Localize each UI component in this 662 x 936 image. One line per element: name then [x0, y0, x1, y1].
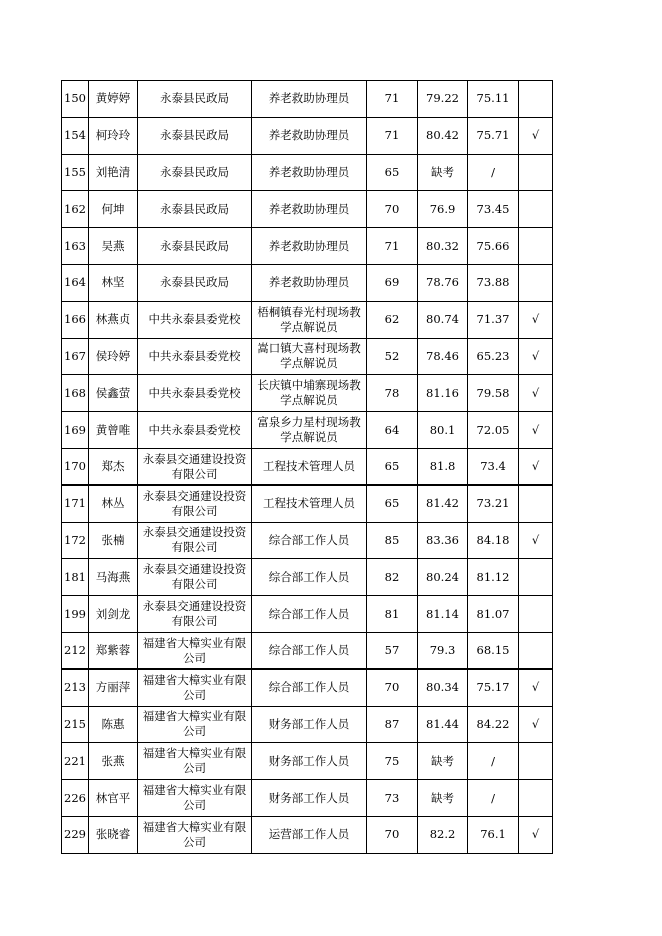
cell-id: 172 — [62, 522, 89, 559]
cell-name: 林燕贞 — [89, 301, 138, 338]
cell-interview-score: 79.22 — [418, 81, 468, 118]
cell-written-score: 75 — [367, 743, 418, 780]
cell-id: 167 — [62, 338, 89, 375]
cell-interview-score: 缺考 — [418, 743, 468, 780]
cell-written-score: 87 — [367, 706, 418, 743]
cell-org: 永泰县交通建设投资有限公司 — [138, 559, 252, 596]
table-row — [62, 301, 553, 338]
table-row — [62, 264, 553, 301]
results-table — [61, 80, 553, 854]
cell-post: 财务部工作人员 — [252, 706, 367, 743]
cell-org: 永泰县民政局 — [138, 154, 252, 191]
cell-org: 中共永泰县委党校 — [138, 375, 252, 412]
table-row — [62, 191, 553, 228]
cell-written-score: 73 — [367, 780, 418, 817]
cell-total-score: 81.07 — [468, 596, 519, 633]
cell-post: 综合部工作人员 — [252, 522, 367, 559]
cell-id: 221 — [62, 743, 89, 780]
table-row — [62, 780, 553, 817]
table-row — [62, 448, 553, 485]
cell-post: 运营部工作人员 — [252, 816, 367, 853]
cell-org: 中共永泰县委党校 — [138, 338, 252, 375]
cell-name: 侯鑫萤 — [89, 375, 138, 412]
cell-id: 181 — [62, 559, 89, 596]
cell-selected-mark: √ — [519, 816, 553, 853]
cell-id: 226 — [62, 780, 89, 817]
table-row — [62, 816, 553, 853]
cell-id: 154 — [62, 117, 89, 154]
cell-interview-score: 缺考 — [418, 154, 468, 191]
cell-selected-mark: √ — [519, 706, 553, 743]
cell-org: 永泰县民政局 — [138, 228, 252, 265]
cell-total-score: 73.21 — [468, 485, 519, 522]
table-row — [62, 632, 553, 669]
table-row — [62, 228, 553, 265]
cell-id: 213 — [62, 669, 89, 706]
cell-selected-mark: √ — [519, 375, 553, 412]
cell-total-score: 75.11 — [468, 81, 519, 118]
cell-interview-score: 80.1 — [418, 412, 468, 449]
table-row — [62, 375, 553, 412]
cell-name: 何坤 — [89, 191, 138, 228]
cell-post: 嵩口镇大喜村现场教学点解说员 — [252, 338, 367, 375]
cell-selected-mark: √ — [519, 338, 553, 375]
cell-interview-score: 81.8 — [418, 448, 468, 485]
cell-post: 综合部工作人员 — [252, 596, 367, 633]
cell-post: 养老救助协理员 — [252, 81, 367, 118]
table-row — [62, 522, 553, 559]
cell-id: 212 — [62, 632, 89, 669]
cell-selected-mark — [519, 264, 553, 301]
cell-org: 永泰县民政局 — [138, 81, 252, 118]
table-row — [62, 743, 553, 780]
cell-name: 张燕 — [89, 743, 138, 780]
table-row — [62, 81, 553, 118]
cell-org: 永泰县民政局 — [138, 117, 252, 154]
cell-total-score: 79.58 — [468, 375, 519, 412]
cell-post: 财务部工作人员 — [252, 743, 367, 780]
cell-total-score: 84.18 — [468, 522, 519, 559]
cell-name: 方丽萍 — [89, 669, 138, 706]
cell-selected-mark: √ — [519, 448, 553, 485]
cell-name: 马海燕 — [89, 559, 138, 596]
cell-written-score: 65 — [367, 154, 418, 191]
table-row — [62, 117, 553, 154]
cell-post: 梧桐镇春光村现场教学点解说员 — [252, 301, 367, 338]
cell-interview-score: 78.46 — [418, 338, 468, 375]
cell-total-score: 75.66 — [468, 228, 519, 265]
cell-selected-mark — [519, 154, 553, 191]
cell-interview-score: 82.2 — [418, 816, 468, 853]
cell-written-score: 70 — [367, 816, 418, 853]
cell-written-score: 81 — [367, 596, 418, 633]
cell-interview-score: 81.44 — [418, 706, 468, 743]
cell-written-score: 70 — [367, 669, 418, 706]
cell-name: 郑紫蓉 — [89, 632, 138, 669]
cell-interview-score: 81.42 — [418, 485, 468, 522]
cell-selected-mark: √ — [519, 117, 553, 154]
cell-org: 福建省大樟实业有限公司 — [138, 816, 252, 853]
cell-total-score: 84.22 — [468, 706, 519, 743]
cell-post: 养老救助协理员 — [252, 191, 367, 228]
cell-interview-score: 80.74 — [418, 301, 468, 338]
cell-written-score: 78 — [367, 375, 418, 412]
cell-total-score: 76.1 — [468, 816, 519, 853]
cell-name: 林坚 — [89, 264, 138, 301]
cell-interview-score: 81.14 — [418, 596, 468, 633]
cell-interview-score: 78.76 — [418, 264, 468, 301]
cell-interview-score: 76.9 — [418, 191, 468, 228]
cell-total-score: 71.37 — [468, 301, 519, 338]
cell-org: 福建省大樟实业有限公司 — [138, 706, 252, 743]
table-row — [62, 154, 553, 191]
cell-id: 163 — [62, 228, 89, 265]
cell-post: 长庆镇中埔寨现场教学点解说员 — [252, 375, 367, 412]
cell-id: 162 — [62, 191, 89, 228]
table-row — [62, 338, 553, 375]
cell-org: 中共永泰县委党校 — [138, 412, 252, 449]
cell-selected-mark: √ — [519, 522, 553, 559]
table-row — [62, 412, 553, 449]
cell-written-score: 85 — [367, 522, 418, 559]
cell-selected-mark — [519, 596, 553, 633]
cell-post: 综合部工作人员 — [252, 559, 367, 596]
cell-total-score: 72.05 — [468, 412, 519, 449]
table-row — [62, 596, 553, 633]
cell-total-score: 68.15 — [468, 632, 519, 669]
cell-written-score: 82 — [367, 559, 418, 596]
cell-post: 富泉乡力星村现场教学点解说员 — [252, 412, 367, 449]
cell-interview-score: 80.42 — [418, 117, 468, 154]
cell-id: 171 — [62, 485, 89, 522]
cell-selected-mark — [519, 81, 553, 118]
cell-written-score: 57 — [367, 632, 418, 669]
cell-selected-mark: √ — [519, 412, 553, 449]
cell-total-score: 73.88 — [468, 264, 519, 301]
table-row — [62, 706, 553, 743]
cell-written-score: 71 — [367, 81, 418, 118]
cell-total-score: / — [468, 780, 519, 817]
cell-name: 刘艳清 — [89, 154, 138, 191]
cell-interview-score: 缺考 — [418, 780, 468, 817]
cell-name: 张晓睿 — [89, 816, 138, 853]
cell-selected-mark — [519, 485, 553, 522]
cell-selected-mark — [519, 743, 553, 780]
cell-total-score: 81.12 — [468, 559, 519, 596]
cell-org: 福建省大樟实业有限公司 — [138, 743, 252, 780]
cell-name: 吴燕 — [89, 228, 138, 265]
table-row — [62, 559, 553, 596]
cell-org: 福建省大樟实业有限公司 — [138, 669, 252, 706]
cell-name: 黄婷婷 — [89, 81, 138, 118]
cell-org: 永泰县交通建设投资有限公司 — [138, 448, 252, 485]
cell-post: 养老救助协理员 — [252, 117, 367, 154]
cell-interview-score: 80.32 — [418, 228, 468, 265]
cell-written-score: 52 — [367, 338, 418, 375]
results-table-body — [62, 81, 553, 854]
cell-org: 永泰县交通建设投资有限公司 — [138, 485, 252, 522]
cell-post: 财务部工作人员 — [252, 780, 367, 817]
cell-id: 166 — [62, 301, 89, 338]
cell-total-score: 73.4 — [468, 448, 519, 485]
cell-name: 柯玲玲 — [89, 117, 138, 154]
cell-id: 215 — [62, 706, 89, 743]
cell-name: 刘剑龙 — [89, 596, 138, 633]
cell-interview-score: 80.24 — [418, 559, 468, 596]
cell-written-score: 70 — [367, 191, 418, 228]
cell-id: 199 — [62, 596, 89, 633]
cell-post: 综合部工作人员 — [252, 669, 367, 706]
cell-interview-score: 80.34 — [418, 669, 468, 706]
table-row — [62, 669, 553, 706]
cell-selected-mark — [519, 780, 553, 817]
cell-written-score: 71 — [367, 117, 418, 154]
cell-name: 张楠 — [89, 522, 138, 559]
cell-total-score: 75.17 — [468, 669, 519, 706]
cell-org: 永泰县民政局 — [138, 191, 252, 228]
cell-org: 福建省大樟实业有限公司 — [138, 780, 252, 817]
cell-id: 155 — [62, 154, 89, 191]
cell-selected-mark — [519, 559, 553, 596]
table-row — [62, 485, 553, 522]
cell-post: 养老救助协理员 — [252, 228, 367, 265]
cell-selected-mark — [519, 228, 553, 265]
cell-name: 侯玲婷 — [89, 338, 138, 375]
cell-id: 150 — [62, 81, 89, 118]
cell-org: 永泰县交通建设投资有限公司 — [138, 522, 252, 559]
cell-post: 工程技术管理人员 — [252, 485, 367, 522]
cell-org: 中共永泰县委党校 — [138, 301, 252, 338]
cell-name: 黄曾唯 — [89, 412, 138, 449]
cell-selected-mark: √ — [519, 669, 553, 706]
cell-total-score: / — [468, 154, 519, 191]
cell-id: 169 — [62, 412, 89, 449]
cell-name: 郑杰 — [89, 448, 138, 485]
cell-written-score: 69 — [367, 264, 418, 301]
cell-total-score: / — [468, 743, 519, 780]
cell-selected-mark: √ — [519, 301, 553, 338]
cell-written-score: 65 — [367, 485, 418, 522]
cell-selected-mark — [519, 191, 553, 228]
cell-total-score: 65.23 — [468, 338, 519, 375]
cell-name: 林官平 — [89, 780, 138, 817]
cell-post: 养老救助协理员 — [252, 154, 367, 191]
cell-name: 林丛 — [89, 485, 138, 522]
cell-written-score: 71 — [367, 228, 418, 265]
cell-interview-score: 83.36 — [418, 522, 468, 559]
cell-written-score: 64 — [367, 412, 418, 449]
cell-interview-score: 81.16 — [418, 375, 468, 412]
cell-total-score: 75.71 — [468, 117, 519, 154]
cell-id: 170 — [62, 448, 89, 485]
cell-org: 福建省大樟实业有限公司 — [138, 632, 252, 669]
cell-post: 工程技术管理人员 — [252, 448, 367, 485]
cell-interview-score: 79.3 — [418, 632, 468, 669]
cell-total-score: 73.45 — [468, 191, 519, 228]
cell-written-score: 62 — [367, 301, 418, 338]
cell-id: 168 — [62, 375, 89, 412]
cell-selected-mark — [519, 632, 553, 669]
cell-name: 陈惠 — [89, 706, 138, 743]
cell-post: 养老救助协理员 — [252, 264, 367, 301]
cell-post: 综合部工作人员 — [252, 632, 367, 669]
cell-org: 永泰县民政局 — [138, 264, 252, 301]
cell-id: 229 — [62, 816, 89, 853]
cell-id: 164 — [62, 264, 89, 301]
cell-written-score: 65 — [367, 448, 418, 485]
cell-org: 永泰县交通建设投资有限公司 — [138, 596, 252, 633]
